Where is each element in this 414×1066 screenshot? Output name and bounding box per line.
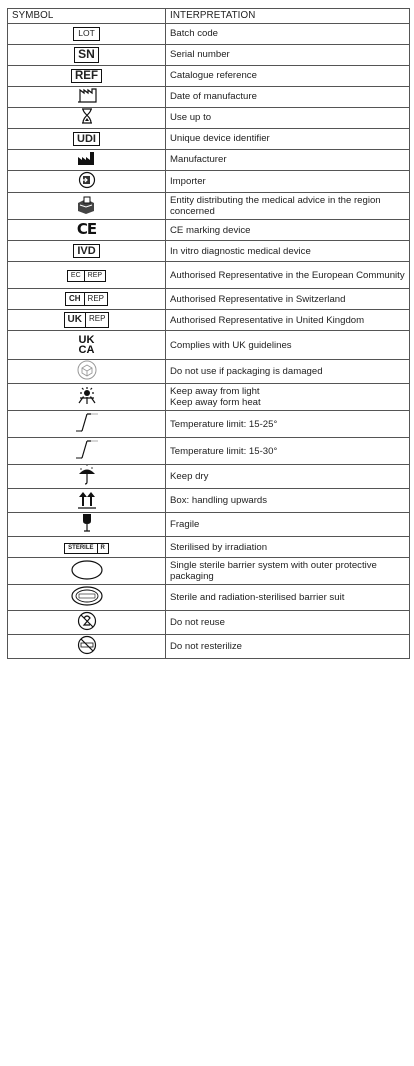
table-row — [8, 537, 410, 558]
arrows-up-icon — [77, 489, 97, 509]
table-row — [8, 171, 410, 193]
date-of-manufacture-icon — [77, 87, 97, 103]
interpretation-cell: Do not reuse — [166, 611, 410, 635]
table-row — [8, 24, 410, 45]
table-row — [8, 87, 410, 108]
table-row — [8, 66, 410, 87]
symbol-cell — [8, 150, 166, 171]
table-row — [8, 384, 410, 411]
table-row — [8, 150, 410, 171]
table-row — [8, 289, 410, 310]
table-header-row — [8, 9, 410, 24]
interpretation-cell: Box: handling upwards — [166, 489, 410, 513]
hourglass-icon — [81, 108, 93, 124]
symbol-cell — [8, 360, 166, 384]
interpretation-cell: Keep away from light Keep away form heat — [166, 384, 410, 411]
table-row — [8, 220, 410, 241]
symbol-cell — [8, 310, 166, 331]
interpretation-cell: Batch code — [166, 24, 410, 45]
interpretation-cell: Temperature limit: 15-30° — [166, 438, 410, 465]
interpretation-cell: In vitro diagnostic medical device — [166, 241, 410, 262]
do-not-resterilize-icon — [77, 635, 97, 655]
table-row — [8, 45, 410, 66]
uk-rep-icon: UK REP — [64, 312, 110, 328]
udi-icon: UDI — [73, 132, 100, 146]
table-row — [8, 611, 410, 635]
table-row — [8, 635, 410, 659]
interpretation-cell: Serial number — [166, 45, 410, 66]
lot-icon: LOT — [73, 27, 100, 40]
interpretation-cell: Date of manufacture — [166, 87, 410, 108]
interpretation-column-header: INTERPRETATION — [166, 9, 410, 24]
interpretation-cell: Single sterile barrier system with outer protective packaging — [166, 558, 410, 585]
interpretation-cell: Do not resterilize — [166, 635, 410, 659]
symbols-table — [7, 8, 410, 659]
do-not-reuse-icon — [77, 611, 97, 631]
sterile-barrier-suit-icon — [70, 585, 104, 607]
interpretation-cell: Catalogue reference — [166, 66, 410, 87]
interpretation-cell: Entity distributing the medical advice in the region concerned — [166, 193, 410, 220]
symbol-cell — [8, 66, 166, 87]
table-row — [8, 262, 410, 289]
symbol-cell — [8, 558, 166, 585]
interpretation-cell: Manufacturer — [166, 150, 410, 171]
symbol-cell — [8, 438, 166, 465]
interpretation-cell: Sterilised by irradiation — [166, 537, 410, 558]
ukca-icon: UK CA — [78, 333, 95, 357]
interpretation-cell: Unique device identifier — [166, 129, 410, 150]
interpretation-cell: Fragile — [166, 513, 410, 537]
temperature-limit-icon — [74, 412, 100, 434]
table-row — [8, 411, 410, 438]
symbol-cell — [8, 585, 166, 611]
symbol-cell — [8, 241, 166, 262]
damaged-packaging-icon — [77, 360, 97, 380]
interpretation-cell: Use up to — [166, 108, 410, 129]
symbol-cell — [8, 45, 166, 66]
interpretation-cell: Importer — [166, 171, 410, 193]
table-row — [8, 331, 410, 360]
table-row — [8, 241, 410, 262]
interpretation-cell: Authorised Representative in the European Community — [166, 262, 410, 289]
interpretation-cell: CE marking device — [166, 220, 410, 241]
symbol-cell — [8, 635, 166, 659]
sterile-r-icon: STERILE R — [64, 543, 109, 554]
symbol-cell — [8, 513, 166, 537]
fragile-glass-icon — [81, 513, 93, 533]
symbol-cell — [8, 87, 166, 108]
table-row — [8, 465, 410, 489]
symbol-cell — [8, 193, 166, 220]
interpretation-cell: Authorised Representative in United Kingdom — [166, 310, 410, 331]
table-row — [8, 513, 410, 537]
umbrella-icon — [77, 465, 97, 485]
symbol-cell — [8, 262, 166, 289]
ch-rep-icon: CH REP — [65, 292, 108, 305]
table-row — [8, 489, 410, 513]
symbol-cell — [8, 289, 166, 310]
importer-icon — [78, 171, 96, 189]
interpretation-cell: Keep dry — [166, 465, 410, 489]
interpretation-cell: Do not use if packaging is damaged — [166, 360, 410, 384]
symbol-cell — [8, 129, 166, 150]
ce-mark-icon: CE — [76, 220, 97, 239]
distributor-icon — [76, 195, 98, 215]
symbol-cell — [8, 537, 166, 558]
symbol-column-header: SYMBOL — [8, 9, 166, 24]
temperature-limit-icon — [74, 439, 100, 461]
interpretation-cell: Complies with UK guidelines — [166, 331, 410, 360]
table-row — [8, 108, 410, 129]
symbol-cell — [8, 108, 166, 129]
table-row — [8, 585, 410, 611]
single-barrier-icon — [70, 559, 104, 581]
interpretation-cell: Sterile and radiation-sterilised barrier suit — [166, 585, 410, 611]
table-row — [8, 438, 410, 465]
symbol-cell — [8, 465, 166, 489]
ec-rep-icon: EC REP — [67, 270, 106, 282]
interpretation-cell: Authorised Representative in Switzerland — [166, 289, 410, 310]
symbol-cell — [8, 220, 166, 241]
interpretation-cell: Temperature limit: 15-25° — [166, 411, 410, 438]
table-row — [8, 360, 410, 384]
symbol-cell — [8, 171, 166, 193]
symbol-cell — [8, 611, 166, 635]
ivd-icon: IVD — [73, 244, 99, 258]
sunlight-icon — [77, 386, 97, 406]
table-row — [8, 558, 410, 585]
symbol-cell — [8, 331, 166, 360]
symbol-cell — [8, 384, 166, 411]
factory-icon — [77, 151, 97, 166]
table-row — [8, 310, 410, 331]
serial-number-icon: SN — [74, 47, 99, 62]
symbol-cell — [8, 411, 166, 438]
symbol-cell — [8, 24, 166, 45]
table-row — [8, 129, 410, 150]
ref-icon: REF — [71, 69, 102, 84]
table-row — [8, 193, 410, 220]
symbol-cell — [8, 489, 166, 513]
